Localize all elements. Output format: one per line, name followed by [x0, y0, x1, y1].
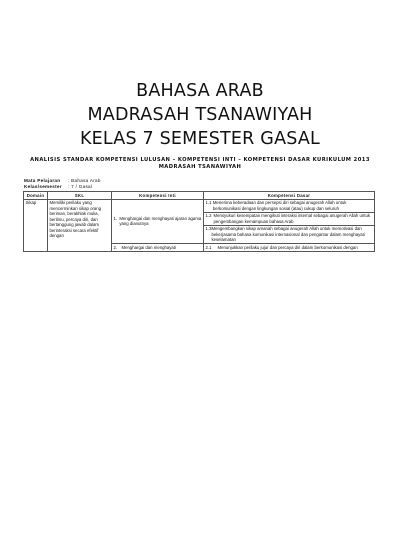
ki-number: 2.	[113, 244, 118, 250]
kd-cell	[204, 199, 375, 212]
column-header-kd: Kompetensi Dasar	[204, 192, 375, 200]
column-header-skl: SKL	[48, 192, 112, 200]
meta-class-value: : 7 / Gasal	[68, 184, 93, 189]
domain-cell: Sikap	[24, 199, 48, 251]
ki-text: Menghargai dan menghayati ajaran agama yang dianutnya	[119, 215, 202, 227]
document-subtitle	[22, 157, 378, 171]
kd-number: 1.1	[205, 200, 212, 205]
kd-text: Menunjukkan perilaku jujur dan percaya diri dalam berkomunikasi dengan	[217, 244, 358, 250]
table-header-row	[24, 192, 375, 200]
skl-cell: Memiliki perilaku yang mencerminkan sikap orang beriman, berakhlak mulia, berilmu, percaya diri, dan bertanggung jawab dalam berinteraksi secara efektif dengan	[48, 199, 112, 251]
title-line-class: KELAS 7 SEMESTER GASAL	[79, 129, 320, 149]
table-row	[24, 199, 375, 212]
column-header-domain: Domain	[24, 192, 48, 200]
kd-text: Menerima keberadaan dan persepsi diri sebagai anugerah Allah untuk berkomunikasi dengan lingkungan sosial (atau) cukup dan seluruh	[212, 200, 347, 211]
kd-number: 2.1	[205, 244, 212, 250]
meta-subject-label: Mata Pelajaran	[24, 178, 61, 183]
kd-cell	[204, 212, 375, 225]
meta-row-class	[24, 184, 101, 190]
kd-text: Mengembangkan sikap amanah sebagai anugerah Allah untuk memotivasi dan bekerjasama bahasa komunikasi internasional dan pengantar dalam menghayati keselamatan	[211, 226, 365, 242]
meta-class-label: Kelas/semester	[24, 184, 62, 189]
kd-text: Mensyukuri kesempatan mengikuti interaksi internal sebagai anugerah Allah untuk pengembangan kemampuan bahasa Arab	[213, 213, 370, 224]
kd-cell	[204, 225, 375, 244]
competency-table	[23, 191, 375, 252]
ki-number: 1.	[113, 215, 118, 221]
ki-cell	[112, 244, 204, 252]
kd-number: 1.2	[205, 213, 212, 218]
document-title	[0, 79, 400, 151]
ki-text: Menghargai dan menghayati	[121, 244, 176, 250]
kd-number: 1.3	[205, 226, 212, 231]
ki-cell	[112, 199, 204, 244]
kd-cell	[204, 244, 375, 252]
column-header-ki: Kompetensi Inti	[112, 192, 204, 200]
document-meta	[24, 178, 101, 190]
subtitle-line-1: ANALISIS STANDAR KOMPETENSI LULUSAN – KOMPETENSI INTI – KOMPETENSI DASAR KURIKULUM 2013	[30, 157, 370, 163]
title-line-school: MADRASAH TSANAWIYAH	[87, 105, 313, 125]
meta-subject-value: : Bahasa Arab	[68, 178, 101, 183]
subtitle-line-2: MADRASAH TSANAWIYAH	[158, 164, 242, 170]
title-line-subject: BAHASA ARAB	[136, 81, 264, 101]
